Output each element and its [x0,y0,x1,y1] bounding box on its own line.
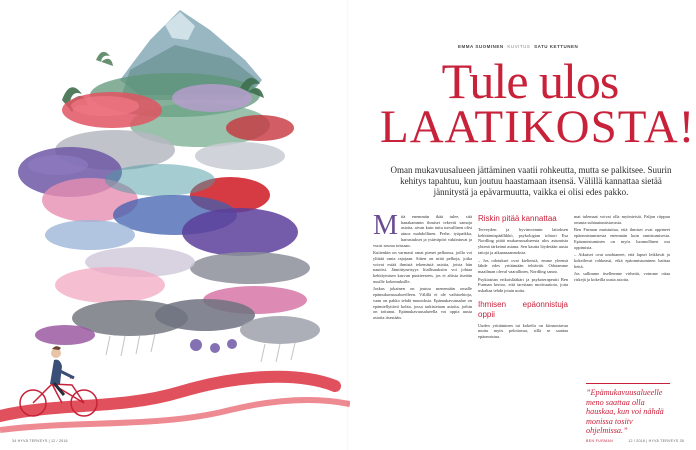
pull-quote-text: ”Epämukavuusalueelle meno saattaa olla hauskaa, kun voi nähdä monissa tositv ohjelmissa.” [586,388,664,435]
column-2-paragraph: Terveyden ja hyvinvoinnin laitoksen kehittämispäällikkö, psykologian tohtori Esa Nordling pitää mukavuusalueesta ulos astumista yhtenä tärkeänä asiana. Sen kautta löydetään uusia taitoja ja aikaansaannoksia. [478,227,568,255]
column-1-paragraph: itä enemmän ikää tulee, sitä hanakammin ihmiset tekevät samoja asioita, aivan kuin tuttu turvallinen olisi ainoa mahdollinen. Perhe, työpaikka, harrastukset ja ystäväpiiri vakiintuvat ja vuosi seuraa toistaan. [373,214,472,248]
title-line-2: LAATIKOSTA! [380,101,696,153]
footer-left: 34 HYVÄ TERVEYS | 12 / 2016 [12,439,68,443]
footer-right: 12 / 2016 | HYVÄ TERVEYS 35 [628,439,684,443]
column-1-paragraph: Joskus jokainen on joutuu menemään omalle epämukavuusalueelleen. Välillä ei ole vaihtoehtoja, vaan on pakko tehdä muutoksia. Epämukavuusalue on epämiellyttävä kohta, jossa tarkistetaan asioita, joihin on tottunut. Epämukavuusalueella voi oppia uusia asioita itsestään. [373,286,472,320]
column-1-paragraph: Kuitenkin on varmasti omat pienet pelkonsa, joilla voi ylittää omia rajojaan. Sitten on niitä pelkoja, jotka voivat estää ihmistä tekemästä asioita, joista hän nauttisi. Jännittyneisyys liiallisuuksiin voi johtaa kehittymisen kasvun puutteeseen, jos ei altista itseään uusille kokemuksille. [373,250,472,284]
title-line-1: Tule ulos [441,53,619,109]
column-2-paragraph: – Jos odotukset ovat kielteisiä, emme yleensä lähde edes yrittämään tehtävää. Odotamme maailman oleval vaarallinen, Nordling sanoo. [478,257,568,274]
column-1 [373,210,472,323]
column-3-paragraph: Ben Furman muistuttaa, että ihmiset ovat oppineet epäonnistumisesta enemmän kuin onnistumisesta. Epäonnistuminen on myös luonnollinen osa oppimista. [574,227,670,250]
article-title [380,53,696,153]
column-3-paragraph: mat tulemaat voivat olla myönteisiä. Paljon riippuu omasta suhtautumistavasta. [574,214,670,225]
column-2-paragraph: Psykiatrian erikoislääkäri ja psykoterapeutti Ben Furman kertoo, että tarvitaan motivaatiota, jotta uskaltaa tehdä jotain uutta. [478,276,568,294]
column-3 [574,214,670,285]
subhead-risk: Riskin pitää kannattaa [478,214,557,223]
column-2 [478,214,568,342]
subhead-failure: Ihmisen epäonnistuja oppii [478,299,568,319]
column-3-paragraph: Jos sallimme itsellemme virheitä, voimme ottaa riskejä ja kokeilla uusia asioita. [574,271,670,283]
byline-illustrator: SATU KETTUNEN [534,44,579,49]
pull-quote [586,383,670,443]
byline [458,44,658,49]
byline-illustrator-label: KUVITUS [507,44,531,49]
column-2-paragraph: Uuden yrittäminen tai kokeilu on kiinnostavaa mutta myös pelottavaa, sillä se saattaa epäonnistua. [478,322,568,340]
pull-quote-attribution: BEN FURMAN [586,438,614,443]
lead-paragraph: Oman mukavuusalueen jättäminen vaatii rohkeutta, mutta se palkitsee. Suurin kehitys tapahtuu, kun joutuu haastamaan itsensä. Välillä kannattaa sietää jännitystä ja epävarmuutta, vaikka ei olisi edes pakko. [390,165,672,197]
page-gutter [347,0,349,450]
column-3-paragraph: – Aikuiset ovat unohtaneet, että lapset leikkivät ja kokeilevat rohkeasti, eikä epäonnistuminen haittaa heitä. [574,252,670,269]
byline-author: EMMA SUOMINEN [458,44,504,49]
drop-cap: M [373,210,398,241]
